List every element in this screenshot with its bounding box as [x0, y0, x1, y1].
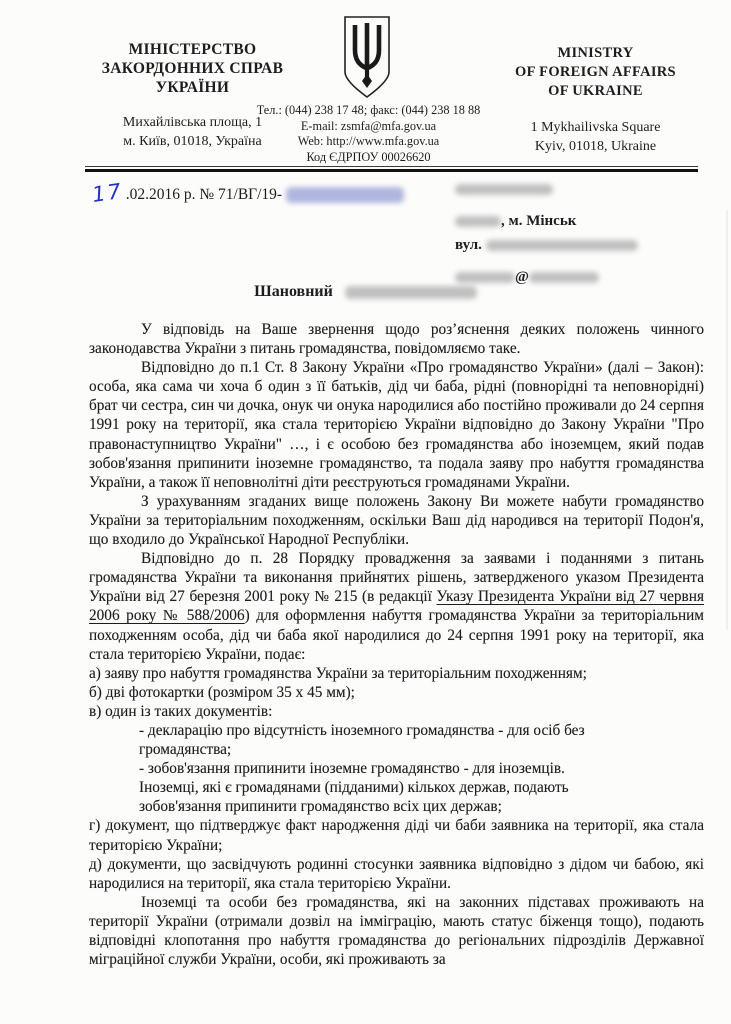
sub-list	[89, 721, 609, 816]
email-at-sign: @	[515, 269, 529, 285]
addressee-name-row	[455, 178, 705, 201]
sub-item-declaration: - декларацію про відсутність іноземного громадянства - для осіб без громадянства;	[139, 721, 585, 759]
paragraph-intro: У відповідь на Ваше звернення щодо роз’яснення деяких положень чинного законодавства України з питань громадянства, повідомляємо таке.	[89, 321, 704, 358]
email-line: E-mail: zsmfa@mfa.gov.ua	[300, 118, 437, 133]
letterhead-divider	[85, 166, 698, 172]
redacted-postal-code	[455, 216, 501, 227]
ukraine-trident-icon	[341, 15, 393, 101]
salutation-word: Шановний	[254, 283, 333, 300]
ministry-name-en-line3: OF UKRAINE	[548, 83, 643, 99]
scan-artifact-line	[726, 210, 728, 630]
outgoing-number: .02.2016 р. № 71/ВГ/19-	[125, 186, 283, 203]
addressee-city-row	[455, 210, 705, 233]
ministry-name-ua-line2: ЗАКОРДОННИХ СПРАВ	[101, 60, 284, 77]
redacted-email-domain	[529, 272, 599, 283]
ministry-address-ua-line2: м. Київ, 01018, Україна	[123, 134, 262, 149]
ministry-contacts	[226, 103, 511, 165]
ministry-name-ua-line1: МІНІСТЕРСТВО	[128, 41, 257, 58]
list-item-d: д) документи, що засвідчують родинні стосунки заявника відповідно з дідом чи бабою, які народилися на території, яка стала територією України.	[89, 855, 704, 892]
redacted-email-local	[455, 272, 515, 283]
redacted-reference-suffix	[286, 187, 404, 203]
website-line: Web: http://www.mfa.gov.ua	[297, 134, 440, 148]
street-label: вул.	[455, 237, 482, 253]
ministry-name-en	[478, 44, 713, 101]
sub-item-obligation: - зобов'язання припинити іноземне громадянство - для іноземців. Іноземці, які є громадянами (підданими) кількох держав, подають зобов'язання припинити громадянство всіх цих держав;	[139, 760, 569, 816]
addressee-block	[455, 178, 705, 290]
redacted-recipient-name	[345, 286, 477, 299]
handwritten-day: 17	[90, 178, 125, 208]
redacted-addressee-name	[455, 184, 553, 195]
letter-body	[89, 320, 704, 969]
paragraph-foreigners: Іноземці та особи без громадянства, які на законних підставах проживають на території України (отримали дозвіл на імміграцію, мають статус біженця тощо), подають відповідні клопотання про набуття громадянства до регіональних підрозділів Державної міграційної служби України, особи, які проживають за	[89, 893, 704, 969]
paragraph-law-article8: Відповідно до п.1 Ст. 8 Закону України «Про громадянство України» (далі – Закон): особа, яка сама чи хоча б один з її батьків, дід чи баба, рідні (повнорідні та неповнорідні) брат чи сестра, син чи дочка, онук чи онука народилися або постійно проживали до 24 серпня 1991 року на території, яка стала територією України відповідно до Закону України "Про правонаступництво України" …, і є особою без громадянства або іноземцем, який подав зобов'язання припинити іноземне громадянство, та подала заяву про набуття громадянства України, а також її неповнолітні діти реєструються громадянами України.	[89, 359, 704, 491]
ministry-name-en-line2: OF FOREIGN AFFAIRS	[515, 64, 676, 80]
salutation-line	[0, 283, 731, 301]
procedure-text-before: Відповідно до п. 28 Порядку провадження за заявами і поданнями з питань громадянства України та виконання прийнятих рішень, затвердженого указом Президента України від 27 березня 2001 року № 215 (в редакції	[89, 550, 704, 606]
ministry-address-en	[478, 118, 713, 156]
decree-reference-underlined: Указу Президента України від 27 червня 2006 року № 588/2006	[89, 588, 704, 625]
ministry-block-en	[478, 44, 713, 156]
list-item-b: б) дві фотокартки (розміром 35 х 45 мм);	[89, 683, 355, 701]
redacted-street-address	[486, 240, 638, 251]
ministry-address-en-line2: Kyiv, 01018, Ukraine	[534, 139, 657, 154]
addressee-street-row	[455, 234, 705, 257]
ministry-name-ua	[80, 40, 305, 97]
ministry-address-ua-line1: Михайлівська площа, 1	[122, 115, 263, 130]
list-item-a: а) заяву про набуття громадянства України за територіальним походженням;	[89, 664, 587, 682]
ministry-name-ua-line3: УКРАЇНИ	[155, 79, 230, 96]
procedure-text-after: ) для оформлення набуття громадянства України за територіальним походженням особа, дід чи баба якої народилися до 24 серпня 1991 року на території, яка стала територією України, подає:	[89, 607, 704, 663]
ministry-address-en-line1: 1 Mykhailivska Square	[530, 120, 661, 135]
reference-line	[90, 178, 404, 208]
phone-fax-line: Тел.: (044) 238 17 48; факс: (044) 238 18 88	[256, 103, 481, 117]
addressee-city: , м. Мінськ	[501, 213, 577, 229]
paragraph-territorial-origin: З урахуванням згаданих вище положень Закону Ви можете набути громадянство України за територіальним походженням, оскільки Ваш дід народився на території Подон'я, що входило до Української Народної Республіки.	[89, 492, 704, 549]
list-item-v: в) один із таких документів:	[89, 702, 273, 720]
list-item-g: г) документ, що підтверджує факт народження діді чи баби заявника на території, яка стала територією України;	[89, 817, 704, 854]
ministry-name-en-line1: MINISTRY	[557, 45, 634, 61]
paragraph-procedure-p28	[89, 549, 704, 664]
edrpou-code-line: Код ЄДРПОУ 00026620	[306, 149, 431, 164]
